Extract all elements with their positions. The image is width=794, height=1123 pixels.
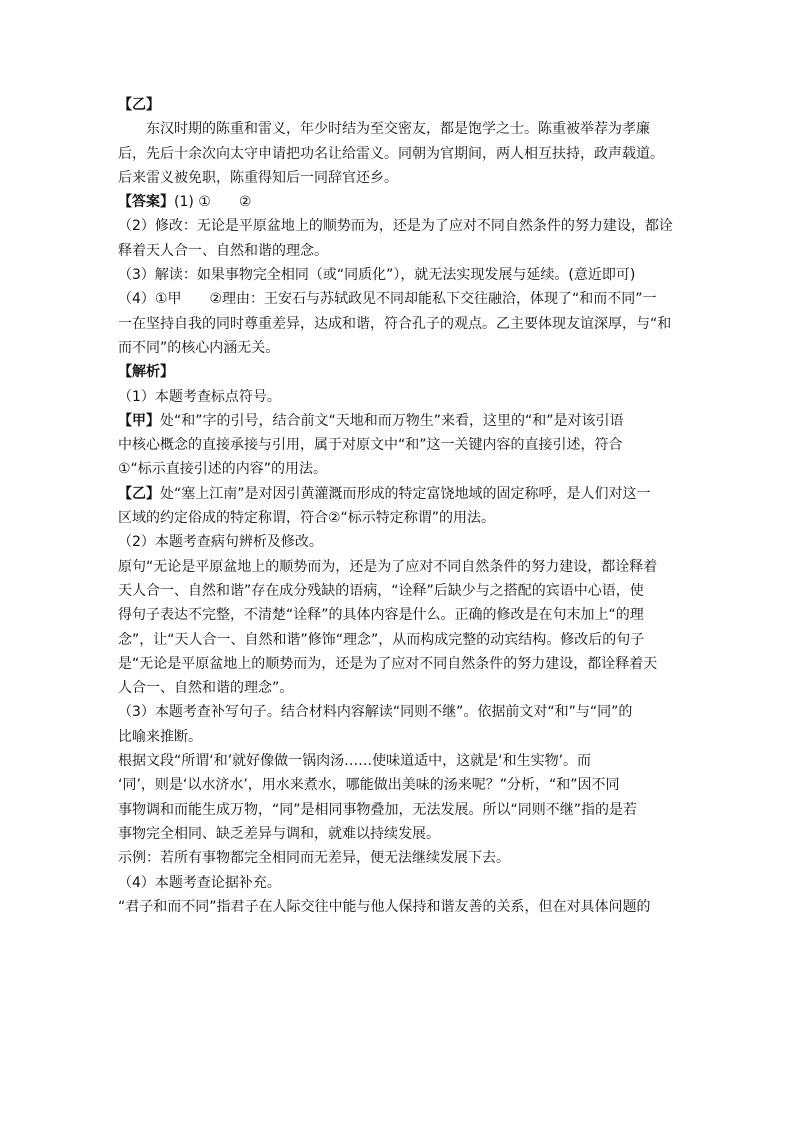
text-line: 【乙】处“塞上江南”是对因引黄灌溉而形成的特定富饶地域的固定称呼，是人们对这一 (118, 485, 651, 502)
text-line: （4）本题考查论据补充。 (118, 874, 281, 891)
text-line: 中核心概念的直接承接与引用，属于对原文中“和”这一关键内容的直接引述，符合 (118, 437, 623, 454)
text-line: 事物调和而能生成万物，“同”是相同事物叠加，无法发展。所以“同则不继”指的是若 (118, 801, 638, 818)
text-line: 释着天人合一、自然和谐的理念。 (118, 242, 328, 259)
text-line: ‘同’，则是‘以水济水’，用水来煮水，哪能做出美味的汤来呢？”分析，“和”因不同 (118, 777, 620, 794)
text-line: （3）解读：如果事物完全相同（或“同质化”），就无法实现发展与延续。(意近即可) (118, 267, 636, 284)
text-line: ①“标示直接引述的内容”的用法。 (118, 461, 328, 478)
text-line: 人合一、自然和谐的理念”。 (118, 680, 294, 697)
text-line: （1）本题考查标点符号。 (118, 388, 281, 405)
text-line: 天人合一、自然和谐”存在成分残缺的语病，“诠释”后缺少与之搭配的宾语中心语，使 (118, 582, 644, 599)
text-line: 是“无论是平原盆地上的顺势而为，还是为了应对不同自然条件的努力建设，都诠释着天 (118, 655, 658, 672)
text-line: 根据文段“所谓‘和’就好像做一锅肉汤……使味道适中，这就是‘和生实物’。而 (118, 753, 592, 770)
text-line: 事物完全相同、缺乏差异与调和，就难以持续发展。 (118, 825, 440, 842)
text-line: 【答案】(1) ① ② (118, 194, 252, 211)
text-line: 念”，让“天人合一、自然和谐”修饰“理念”，从而构成完整的动宾结构。修改后的句子 (118, 631, 645, 648)
text-line: 后来雷义被免职，陈重得知后一同辞官还乡。 (118, 169, 398, 186)
text-line: 区域的约定俗成的特定称谓，符合②“标示特定称谓”的用法。 (118, 510, 496, 527)
text-line: 东汉时期的陈重和雷义，年少时结为至交密友，都是饱学之士。陈重被举荐为孝廉 (146, 121, 650, 138)
text-line: 比喻来推断。 (118, 728, 202, 745)
text-line: 得句子表达不完整，不清楚“诠释”的具体内容是什么。正确的修改是在句末加上“的理 (118, 607, 644, 624)
text-line: （2）修改：无论是平原盆地上的顺势而为，还是为了应对不同自然条件的努力建设，都诠 (118, 218, 673, 235)
text-line: （2）本题考查病句辨析及修改。 (118, 534, 323, 551)
section-marker: 【答案】 (118, 194, 174, 211)
text-line: 示例：若所有事物都完全相同而无差异，便无法继续发展下去。 (118, 850, 510, 867)
text-line: “君子和而不同”指君子在人际交往中能与他人保持和谐友善的关系，但在对具体问题的 (118, 898, 651, 915)
text-line: 后，先后十余次向太守申请把功名让给雷义。同朝为官期间，两人相互扶持，政声载道。 (118, 145, 664, 162)
text-line: 原句“无论是平原盆地上的顺势而为，还是为了应对不同自然条件的努力建设，都诠释着 (118, 558, 658, 575)
text-line: 【甲】处“和”字的引号，结合前文“天地和而万物生”来看，这里的“和”是对该引语 (118, 412, 624, 429)
text-line: （3）本题考查补写句子。结合材料内容解读“同则不继”。依据前文对“和”与“同”的 (118, 704, 633, 721)
section-marker: 【乙】 (118, 485, 160, 502)
text-line: 【乙】 (118, 97, 160, 113)
section-marker: 【甲】 (118, 412, 160, 429)
text-line: 一在坚持自我的同时尊重差异，达成和谐，符合孔子的观点。乙主要体现友谊深厚，与“和 (118, 315, 672, 332)
text-line: （4）①甲 ②理由：王安石与苏轼政见不同却能私下交往融洽，体现了“和而不同”一 (118, 291, 657, 308)
text-line: 【解析】 (118, 364, 174, 381)
text-line: 而不同”的核心内涵无关。 (118, 339, 280, 356)
document-page (118, 93, 680, 919)
